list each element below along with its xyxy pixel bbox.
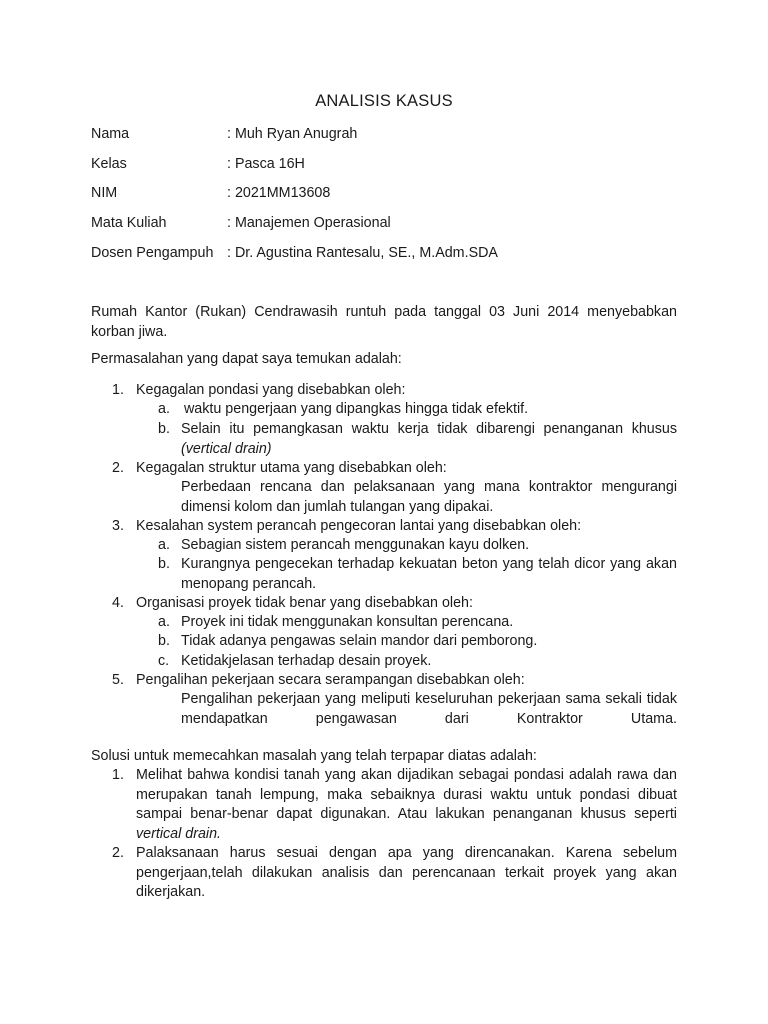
- list-number: 3.: [112, 518, 124, 534]
- sub-list-letter: b.: [158, 421, 170, 437]
- info-value: : Manajemen Operasional: [227, 215, 391, 231]
- list-number: 5.: [112, 672, 124, 688]
- sub-list-letter: a.: [158, 614, 170, 630]
- info-value: : Muh Ryan Anugrah: [227, 126, 358, 142]
- list-number: 4.: [112, 595, 124, 611]
- info-value: : Pasca 16H: [227, 156, 305, 172]
- problems-heading: Permasalahan yang dapat saya temukan adalah:: [91, 351, 402, 367]
- sub-list-letter: b.: [158, 556, 170, 572]
- list-item-text: Organisasi proyek tidak benar yang disebabkan oleh:: [136, 595, 473, 611]
- solution-text: Melihat bahwa kondisi tanah yang akan dijadikan sebagai pondasi adalah rawa dan merupakan tanah lempung, maka sebaiknya durasi waktu untuk pondasi dibuat sampai benar-benar dapat digunakan. Atau lakukan penanganan khusus seperti: [136, 767, 677, 822]
- sub-list-text: Kurangnya pengecekan terhadap kekuatan beton yang telah dicor yang akan menopang perancah.: [181, 556, 677, 592]
- sub-list-letter: c.: [158, 653, 170, 669]
- intro-paragraph: Rumah Kantor (Rukan) Cendrawasih runtuh pada tanggal 03 Juni 2014 menyebabkan korban jiwa.: [91, 304, 677, 340]
- info-value: : Dr. Agustina Rantesalu, SE., M.Adm.SDA: [227, 245, 498, 261]
- list-number: 2.: [112, 460, 124, 476]
- sub-list-text: waktu pengerjaan yang dipangkas hingga tidak efektif.: [180, 401, 529, 417]
- list-item-text: Kesalahan system perancah pengecoran lantai yang disebabkan oleh:: [136, 518, 582, 534]
- info-value: : 2021MM13608: [227, 185, 331, 201]
- sub-list-item: [181, 420, 677, 459]
- list-item-text: Pengalihan pekerjaan secara serampangan disebabkan oleh:: [136, 672, 525, 688]
- sub-list-italic: (vertical drain): [181, 440, 272, 457]
- list-number: 1.: [112, 382, 124, 398]
- sub-list-text: Sebagian sistem perancah menggunakan kayu dolken.: [181, 537, 530, 553]
- list-item-detail: Pengalihan pekerjaan yang meliputi keseluruhan pekerjaan sama sekali tidak mendapatkan pengawasan dari Kontraktor Utama.: [181, 691, 677, 727]
- solutions-heading: Solusi untuk memecahkan masalah yang telah terpapar diatas adalah:: [91, 748, 537, 764]
- list-item-text: Kegagalan struktur utama yang disebabkan oleh:: [136, 460, 447, 476]
- solution-italic: vertical drain.: [136, 825, 222, 842]
- info-label: NIM: [91, 185, 118, 201]
- document-title: ANALISIS KASUS: [315, 92, 453, 110]
- sub-list-text: Proyek ini tidak menggunakan konsultan perencana.: [181, 614, 514, 630]
- sub-list-text: Selain itu pemangkasan waktu kerja tidak dibarengi penanganan khusus: [181, 421, 677, 437]
- solution-text: Palaksanaan harus sesuai dengan apa yang direncanakan. Karena sebelum pengerjaan,telah dilakukan analisis dan perencanaan terkait proyek yang akan dikerjakan.: [136, 845, 677, 900]
- info-label: Dosen Pengampuh: [91, 245, 214, 261]
- list-item-text: Kegagalan pondasi yang disebabkan oleh:: [136, 382, 406, 398]
- sub-list-letter: a.: [158, 401, 170, 417]
- info-label: Mata Kuliah: [91, 215, 167, 231]
- sub-list-letter: a.: [158, 537, 170, 553]
- sub-list-text: Tidak adanya pengawas selain mandor dari pemborong.: [181, 633, 538, 649]
- solution-item: [136, 766, 677, 844]
- list-number: 2.: [112, 845, 124, 861]
- info-label: Nama: [91, 126, 130, 142]
- info-label: Kelas: [91, 156, 127, 172]
- list-number: 1.: [112, 767, 124, 783]
- sub-list-letter: b.: [158, 633, 170, 649]
- list-item-detail: Perbedaan rencana dan pelaksanaan yang mana kontraktor mengurangi dimensi kolom dan jumlah tulangan yang dipakai.: [181, 479, 677, 515]
- sub-list-text: Ketidakjelasan terhadap desain proyek.: [181, 653, 432, 669]
